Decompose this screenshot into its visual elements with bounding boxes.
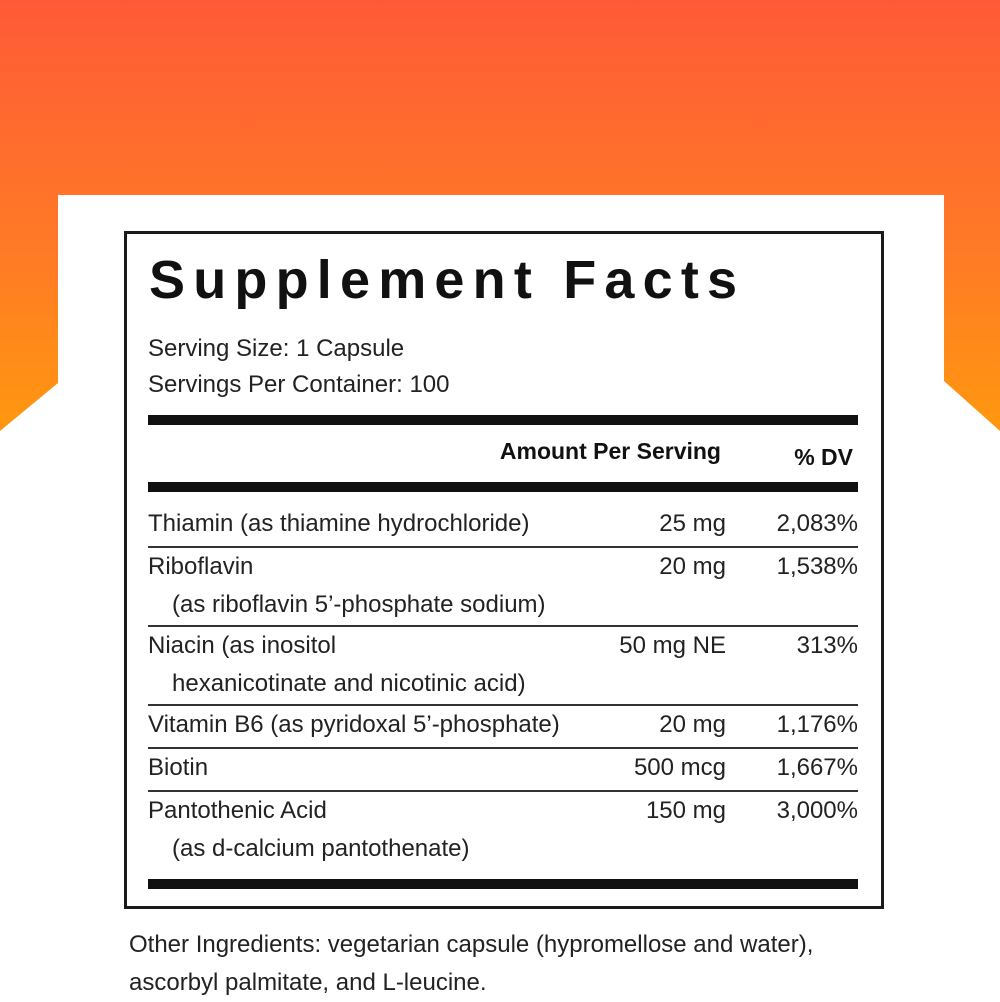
nutrient-amount: 150 mg bbox=[645, 797, 726, 824]
nutrient-row bbox=[148, 792, 858, 872]
daily-value-header: % DV bbox=[794, 444, 853, 470]
nutrient-row bbox=[148, 627, 858, 706]
nutrient-amount: 20 mg bbox=[659, 553, 726, 580]
nutrient-name: Vitamin B6 (as pyridoxal 5’-phosphate) bbox=[148, 711, 560, 738]
nutrient-row bbox=[148, 548, 858, 627]
nutrient-amount: 25 mg bbox=[659, 510, 726, 537]
thick-divider-top bbox=[148, 415, 858, 425]
nutrient-amount: 500 mcg bbox=[633, 754, 726, 781]
nutrient-name: Pantothenic Acid bbox=[148, 797, 327, 824]
nutrient-row bbox=[148, 505, 858, 548]
nutrient-name: Niacin (as inositol bbox=[148, 632, 337, 659]
nutrient-dv: 313% bbox=[796, 632, 858, 659]
thick-divider-header bbox=[148, 482, 858, 492]
nutrient-dv: 1,538% bbox=[776, 553, 858, 580]
supplement-facts-panel bbox=[124, 231, 884, 909]
amount-per-serving-header: Amount Per Serving bbox=[499, 438, 721, 464]
other-ingredients-line: Other Ingredients: vegetarian capsule (hypromellose and water), bbox=[129, 931, 814, 958]
nutrient-amount: 20 mg bbox=[659, 711, 726, 738]
nutrient-name: Thiamin (as thiamine hydrochloride) bbox=[148, 510, 530, 537]
thick-divider-bottom bbox=[148, 879, 858, 889]
nutrient-dv: 2,083% bbox=[776, 510, 858, 537]
nutrient-amount: 50 mg NE bbox=[619, 632, 726, 659]
nutrient-name: Biotin bbox=[148, 754, 209, 781]
nutrient-dv: 1,176% bbox=[776, 711, 858, 738]
facts-title: Supplement Facts bbox=[149, 250, 746, 310]
servings-per-container: Servings Per Container: 100 bbox=[148, 371, 450, 398]
nutrient-name: Riboflavin bbox=[148, 553, 254, 580]
other-ingredients-line: ascorbyl palmitate, and L-leucine. bbox=[129, 969, 487, 996]
nutrient-row bbox=[148, 749, 858, 792]
nutrient-row bbox=[148, 706, 858, 749]
nutrient-dv: 3,000% bbox=[776, 797, 858, 824]
serving-size: Serving Size: 1 Capsule bbox=[148, 335, 405, 362]
nutrient-dv: 1,667% bbox=[776, 754, 858, 781]
nutrient-source: (as d-calcium pantothenate) bbox=[172, 835, 470, 862]
nutrient-source: hexanicotinate and nicotinic acid) bbox=[172, 670, 526, 697]
nutrient-source: (as riboflavin 5’-phosphate sodium) bbox=[172, 591, 546, 618]
other-ingredients bbox=[129, 926, 989, 1002]
